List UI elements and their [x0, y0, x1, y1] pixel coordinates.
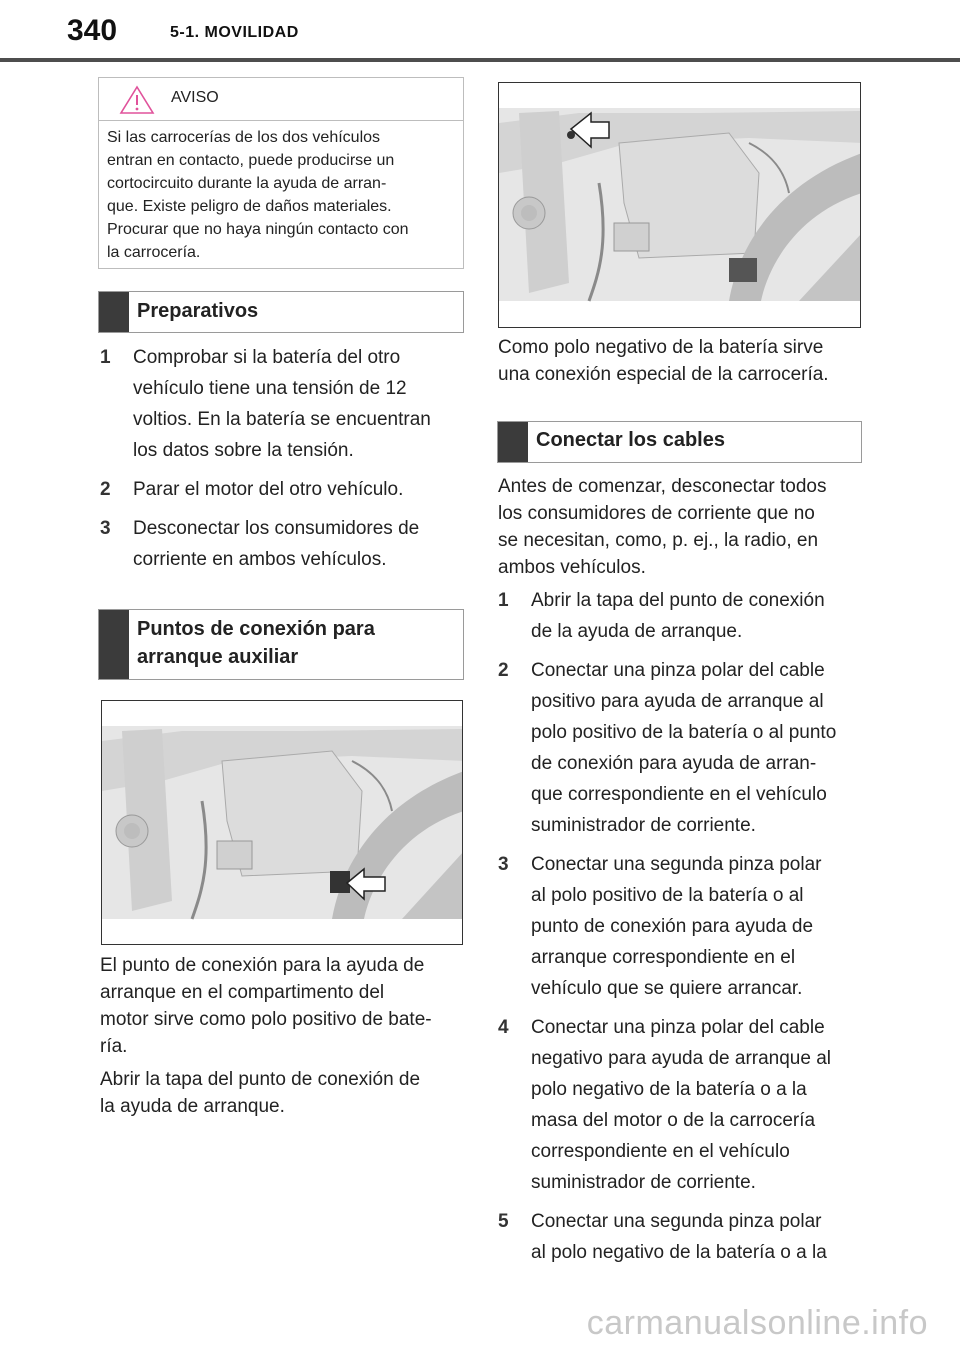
step-line: correspondiente en el vehículo	[531, 1141, 790, 1162]
step-number: 3	[100, 518, 111, 539]
step-number: 2	[100, 479, 111, 500]
warning-line: que. Existe peligro de daños materiales.	[107, 198, 392, 215]
step-line: polo positivo de la batería o al punto	[531, 722, 837, 743]
watermark-text: carmanualsonline.info	[586, 1304, 928, 1342]
heading-text: Preparativos	[137, 300, 259, 322]
watermark	[0, 1304, 960, 1346]
step-number: 2	[498, 660, 509, 681]
para-line: se necesitan, como, p. ej., la radio, en	[498, 530, 819, 551]
step-text	[133, 513, 419, 575]
heading-bar	[99, 610, 129, 679]
header-rule	[0, 58, 960, 62]
heading-line: arranque auxiliar	[137, 646, 299, 668]
step-line: suministrador de corriente.	[531, 1172, 756, 1193]
step-line: suministrador de corriente.	[531, 815, 756, 836]
step-line: Desconectar los consumidores de	[133, 518, 420, 539]
heading-preparativos	[98, 291, 464, 333]
heading-line: Puntos de conexión para	[137, 618, 375, 640]
step-line: vehículo que se quiere arrancar.	[531, 978, 803, 999]
warning-line: cortocircuito durante la ayuda de arran-	[107, 175, 387, 192]
para-line: los consumidores de corriente que no	[498, 503, 815, 524]
step-line: masa del motor o de la carrocería	[531, 1110, 816, 1131]
step-line: negativo para ayuda de arranque al	[531, 1048, 832, 1069]
step-line: punto de conexión para ayuda de	[531, 916, 814, 937]
step-line: al polo positivo de la batería o al	[531, 885, 804, 906]
heading-text	[137, 615, 375, 671]
para-line: la ayuda de arranque.	[100, 1096, 285, 1117]
paragraph-abrir-tapa	[100, 1066, 464, 1120]
warning-triangle-icon	[119, 85, 155, 115]
step-line: Conectar una segunda pinza polar	[531, 854, 822, 875]
engine-bay-figure-positive	[101, 700, 463, 945]
engine-bay-negative-icon	[499, 83, 861, 328]
step-number: 3	[498, 854, 509, 875]
step-line: Abrir la tapa del punto de conexión	[531, 590, 825, 611]
step-text	[531, 585, 825, 647]
step-text	[531, 1012, 831, 1198]
para-line: Antes de comenzar, desconectar todos	[498, 476, 827, 497]
step-line: Conectar una segunda pinza polar	[531, 1211, 822, 1232]
para-line: ría.	[100, 1036, 128, 1057]
engine-bay-figure-negative	[498, 82, 861, 328]
section-title: 5-1. MOVILIDAD	[170, 24, 299, 41]
step-line: voltios. En la batería se encuentran	[133, 409, 431, 430]
step-number: 5	[498, 1211, 509, 1232]
warning-box	[98, 77, 464, 269]
step-text	[531, 1206, 827, 1268]
warning-line: la carrocería.	[107, 244, 201, 261]
step-text	[531, 849, 821, 1004]
step-number: 4	[498, 1017, 509, 1038]
step-line: polo negativo de la batería o a la	[531, 1079, 807, 1100]
engine-bay-positive-icon	[102, 701, 463, 945]
para-line: motor sirve como polo positivo de bate-	[100, 1009, 432, 1030]
heading-bar	[498, 422, 528, 462]
page-header	[0, 0, 960, 62]
step-line: vehículo tiene una tensión de 12	[133, 378, 407, 399]
para-line: Abrir la tapa del punto de conexión de	[100, 1069, 421, 1090]
para-line: ambos vehículos.	[498, 557, 646, 578]
step-line: al polo negativo de la batería o a la	[531, 1242, 827, 1263]
page-number: 340	[67, 14, 118, 47]
paragraph-punto-conexion	[100, 952, 464, 1060]
caption-polo-negativo	[498, 334, 862, 388]
para-line: una conexión especial de la carrocería.	[498, 364, 829, 385]
step-line: Comprobar si la batería del otro	[133, 347, 401, 368]
step-line: Conectar una pinza polar del cable	[531, 1017, 825, 1038]
warning-header	[99, 78, 463, 121]
heading-text: Conectar los cables	[536, 429, 725, 451]
para-line: arranque en el compartimento del	[100, 982, 385, 1003]
step-text	[133, 342, 431, 466]
heading-conectar-cables	[497, 421, 862, 463]
heading-puntos-conexion	[98, 609, 464, 680]
warning-label: AVISO	[171, 89, 219, 106]
step-line: los datos sobre la tensión.	[133, 440, 354, 461]
para-line: Como polo negativo de la batería sirve	[498, 337, 824, 358]
step-number: 1	[498, 590, 509, 611]
step-line: Parar el motor del otro vehículo.	[133, 479, 404, 500]
warning-line: entran en contacto, puede producirse un	[107, 152, 395, 169]
step-line: arranque correspondiente en el	[531, 947, 796, 968]
step-number: 1	[100, 347, 111, 368]
step-line: que correspondiente en el vehículo	[531, 784, 827, 805]
heading-bar	[99, 292, 129, 332]
warning-line: Procurar que no haya ningún contacto con	[107, 221, 409, 238]
step-text	[133, 474, 403, 505]
step-line: de la ayuda de arranque.	[531, 621, 743, 642]
paragraph-intro	[498, 473, 862, 581]
step-line: de conexión para ayuda de arran-	[531, 753, 817, 774]
warning-line: Si las carrocerías de los dos vehículos	[107, 129, 381, 146]
step-line: corriente en ambos vehículos.	[133, 549, 387, 570]
warning-text	[107, 126, 453, 264]
step-line: Conectar una pinza polar del cable	[531, 660, 825, 681]
step-line: positivo para ayuda de arranque al	[531, 691, 824, 712]
step-text	[531, 655, 836, 841]
para-line: El punto de conexión para la ayuda de	[100, 955, 425, 976]
